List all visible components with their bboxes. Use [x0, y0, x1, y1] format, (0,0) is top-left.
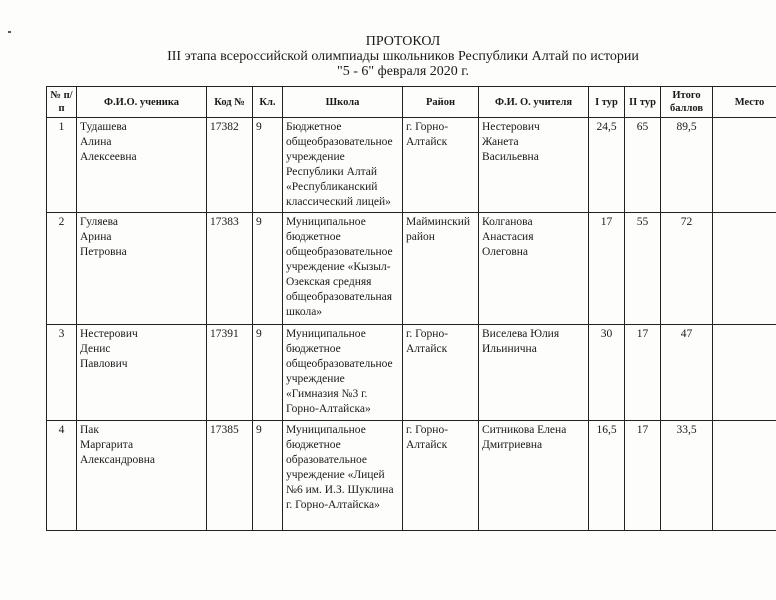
cell-school: Бюджетное общеобразовательное учреждение Республики Алтай «Республиканский классический лицей» [283, 118, 403, 213]
cell-district: г. Горно-Алтайск [403, 325, 479, 421]
cell-total: 47 [661, 325, 713, 421]
cell-teacher: Ситникова Елена Дмитриевна [479, 421, 589, 531]
cell-name: Пак Маргарита Александровна [77, 421, 207, 531]
col-header-name: Ф.И.О. ученика [77, 87, 207, 118]
cell-num: 1 [47, 118, 77, 213]
cell-num: 2 [47, 213, 77, 325]
cell-teacher: Колганова Анастасия Олеговна [479, 213, 589, 325]
cell-place [713, 325, 776, 421]
cell-district: г. Горно-Алтайск [403, 118, 479, 213]
cell-num: 4 [47, 421, 77, 531]
scan-speck [8, 31, 11, 33]
cell-place [713, 118, 776, 213]
col-header-round1: I тур [589, 87, 625, 118]
table-header-row [47, 87, 776, 118]
cell-num: 3 [47, 325, 77, 421]
cell-round1: 17 [589, 213, 625, 325]
cell-code: 17382 [207, 118, 253, 213]
cell-round2: 55 [625, 213, 661, 325]
cell-district: г. Горно-Алтайск [403, 421, 479, 531]
cell-grade: 9 [253, 213, 283, 325]
table-row [47, 118, 776, 213]
document-header [0, 34, 776, 79]
cell-teacher: Виселева Юлия Ильинична [479, 325, 589, 421]
cell-school: Муниципальное бюджетное общеобразовательное учреждение «Кызыл-Озекская средняя общеобразовательная школа» [283, 213, 403, 325]
document-dates: "5 - 6" февраля 2020 г. [337, 64, 469, 79]
col-header-place: Место [713, 87, 776, 118]
col-header-round2: II тур [625, 87, 661, 118]
col-header-code: Код № [207, 87, 253, 118]
cell-name: Гуляева Арина Петровна [77, 213, 207, 325]
cell-district: Майминский район [403, 213, 479, 325]
cell-round2: 17 [625, 325, 661, 421]
cell-code: 17391 [207, 325, 253, 421]
cell-round2: 17 [625, 421, 661, 531]
cell-teacher: Нестерович Жанета Васильевна [479, 118, 589, 213]
cell-code: 17383 [207, 213, 253, 325]
cell-grade: 9 [253, 421, 283, 531]
cell-total: 33,5 [661, 421, 713, 531]
cell-code: 17385 [207, 421, 253, 531]
table-row [47, 325, 776, 421]
cell-name: Нестерович Денис Павлович [77, 325, 207, 421]
cell-place [713, 421, 776, 531]
col-header-school: Школа [283, 87, 403, 118]
cell-place [713, 213, 776, 325]
col-header-teacher: Ф.И. О. учителя [479, 87, 589, 118]
cell-round1: 24,5 [589, 118, 625, 213]
table-row [47, 421, 776, 531]
cell-grade: 9 [253, 118, 283, 213]
cell-round1: 16,5 [589, 421, 625, 531]
document-title: ПРОТОКОЛ [365, 34, 441, 49]
col-header-district: Район [403, 87, 479, 118]
cell-total: 72 [661, 213, 713, 325]
cell-round1: 30 [589, 325, 625, 421]
col-header-num: № п/п [47, 87, 77, 118]
cell-school: Муниципальное бюджетное общеобразовательное учреждение «Гимназия №3 г. Горно-Алтайска» [283, 325, 403, 421]
table-row [47, 213, 776, 325]
col-header-grade: Кл. [253, 87, 283, 118]
cell-grade: 9 [253, 325, 283, 421]
cell-name: Тудашева Алина Алексеевна [77, 118, 207, 213]
results-table [46, 86, 776, 531]
cell-round2: 65 [625, 118, 661, 213]
cell-school: Муниципальное бюджетное образовательное учреждение «Лицей №6 им. И.З. Шуклина г. Горно-Алтайска» [283, 421, 403, 531]
document-subtitle: III этапа всероссийской олимпиады школьников Республики Алтай по истории [167, 49, 639, 64]
col-header-total: Итого баллов [661, 87, 713, 118]
cell-total: 89,5 [661, 118, 713, 213]
